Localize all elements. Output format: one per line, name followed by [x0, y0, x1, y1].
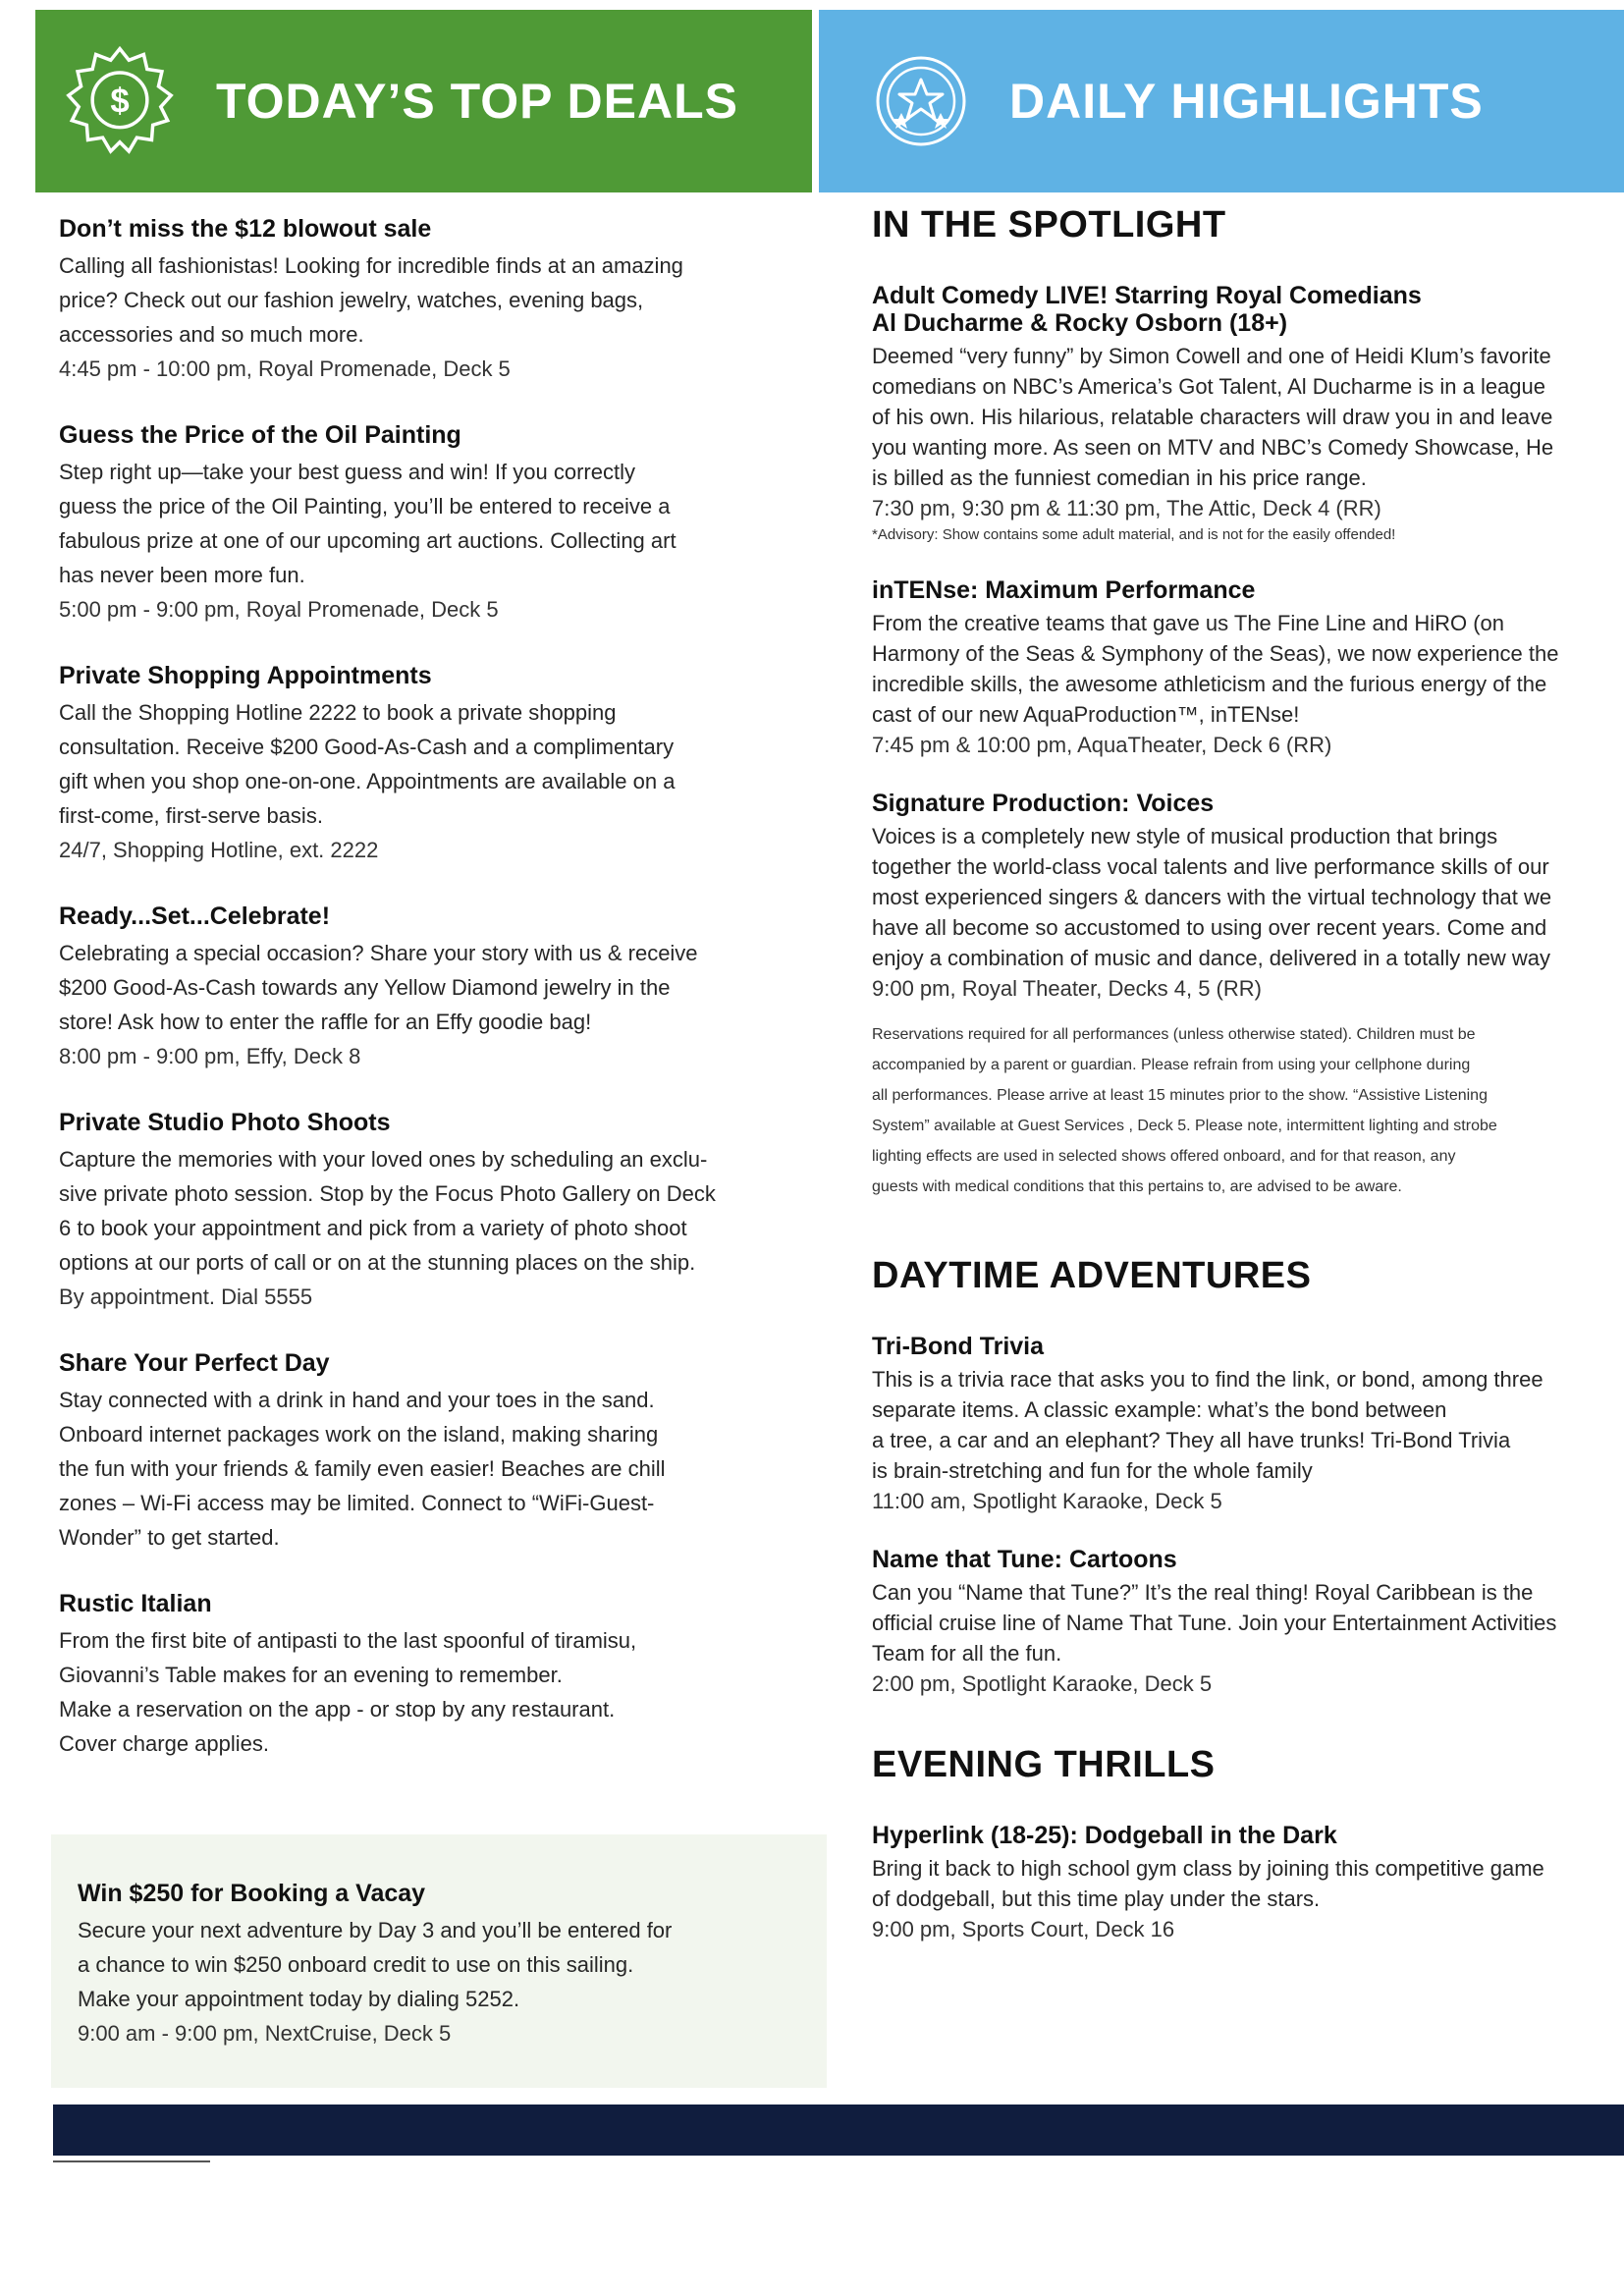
- svg-text:$: $: [110, 82, 130, 121]
- text-line: together the world-class vocal talents and live performance skills of our: [872, 854, 1549, 879]
- text-line: Step right up—take your best guess and win! If you correctly: [59, 460, 635, 484]
- text-line: lighting effects are used in selected shows offered onboard, and for that reason, any: [872, 1148, 1456, 1165]
- deal-time-location: 5:00 pm - 9:00 pm, Royal Promenade, Deck 5: [59, 597, 499, 622]
- star-badge-icon: [872, 52, 970, 150]
- deals-title: TODAY’S TOP DEALS: [216, 74, 738, 129]
- text-line: zones – Wi-Fi access may be limited. Connect to “WiFi-Guest-: [59, 1491, 655, 1515]
- event-item: [872, 790, 1624, 1004]
- deal-title: Private Studio Photo Shoots: [59, 1109, 391, 1136]
- deal-time-location: 4:45 pm - 10:00 pm, Royal Promenade, Deck 5: [59, 356, 511, 381]
- text-line: official cruise line of Name That Tune. Join your Entertainment Activities: [872, 1611, 1557, 1635]
- deal-description: [59, 1383, 785, 1555]
- text-line: Celebrating a special occasion? Share your story with us & receive: [59, 941, 698, 965]
- text-line: of his own. His hilarious, relatable characters will draw you in and leave: [872, 405, 1553, 429]
- text-line: fabulous prize at one of our upcoming art auctions. Collecting art: [59, 528, 677, 553]
- text-line: all performances. Please arrive at least 15 minutes prior to the show. “Assistive Listening: [872, 1087, 1488, 1104]
- event-title: Signature Production: Voices: [872, 790, 1215, 817]
- deal-description: [59, 1623, 785, 1761]
- text-line: Make your appointment today by dialing 5252.: [78, 1987, 520, 2011]
- text-line: Harmony of the Seas & Symphony of the Seas), we now experience the: [872, 641, 1559, 666]
- event-description: [872, 341, 1624, 493]
- text-line: $200 Good-As-Cash towards any Yellow Diamond jewelry in the: [59, 975, 671, 1000]
- footer-bar: [53, 2105, 1624, 2156]
- section-title-daytime: DAYTIME ADVENTURES: [872, 1255, 1312, 1296]
- text-line: enjoy a combination of music and dance, delivered in a totally new way: [872, 946, 1550, 970]
- event-title: Tri-Bond Trivia: [872, 1333, 1045, 1360]
- text-line: comedians on NBC’s America’s Got Talent, Al Ducharme is in a league: [872, 374, 1546, 399]
- text-line: Team for all the fun.: [872, 1641, 1062, 1666]
- deal-description: [59, 695, 785, 833]
- text-line: Wonder” to get started.: [59, 1525, 280, 1550]
- event-time-location: 2:00 pm, Spotlight Karaoke, Deck 5: [872, 1671, 1213, 1696]
- deal-title: Don’t miss the $12 blowout sale: [59, 215, 432, 243]
- text-line: Can you “Name that Tune?” It’s the real thing! Royal Caribbean is the: [872, 1580, 1534, 1605]
- text-line: Call the Shopping Hotline 2222 to book a private shopping: [59, 700, 617, 725]
- deal-item: [59, 213, 785, 386]
- promo-title: Win $250 for Booking a Vacay: [78, 1880, 426, 1907]
- event-time-location: 9:00 pm, Royal Theater, Decks 4, 5 (RR): [872, 976, 1262, 1001]
- text-line: sive private photo session. Stop by the Focus Photo Gallery on Deck: [59, 1181, 716, 1206]
- deal-description: [59, 248, 785, 352]
- deal-item: [59, 1347, 785, 1555]
- promo-time-location: 9:00 am - 9:00 pm, NextCruise, Deck 5: [78, 2021, 452, 2046]
- reservation-notice: [872, 1019, 1624, 1202]
- text-line: options at our ports of call or on at the stunning places on the ship.: [59, 1250, 696, 1275]
- deal-title: Share Your Perfect Day: [59, 1349, 330, 1377]
- text-line: Deemed “very funny” by Simon Cowell and one of Heidi Klum’s favorite: [872, 344, 1551, 368]
- deal-time-location: 8:00 pm - 9:00 pm, Effy, Deck 8: [59, 1044, 361, 1068]
- event-description: [872, 1364, 1624, 1486]
- event-title: Name that Tune: Cartoons: [872, 1546, 1177, 1573]
- text-line: Onboard internet packages work on the island, making sharing: [59, 1422, 659, 1447]
- text-line: Giovanni’s Table makes for an evening to remember.: [59, 1663, 563, 1687]
- event-title: inTENse: Maximum Performance: [872, 576, 1256, 604]
- event-item: [872, 282, 1624, 547]
- footer-rule: [53, 2160, 210, 2162]
- text-line: System” available at Guest Services , Deck 5. Please note, intermittent lighting and strobe: [872, 1118, 1497, 1134]
- deal-title: Private Shopping Appointments: [59, 662, 432, 689]
- deal-item: [59, 1588, 785, 1761]
- event-time-location: 7:30 pm, 9:30 pm & 11:30 pm, The Attic, Deck 4 (RR): [872, 496, 1381, 520]
- highlights-title: DAILY HIGHLIGHTS: [1009, 74, 1484, 129]
- text-line: From the creative teams that gave us The Fine Line and HiRO (on: [872, 611, 1505, 635]
- text-line: most experienced singers & dancers with the virtual technology that we: [872, 885, 1552, 909]
- text-line: a tree, a car and an elephant? They all have trunks! Tri-Bond Trivia: [872, 1428, 1511, 1452]
- text-line: Stay connected with a drink in hand and your toes in the sand.: [59, 1388, 655, 1412]
- deal-description: [59, 936, 785, 1039]
- deals-header: [35, 10, 812, 192]
- section-title-spotlight: IN THE SPOTLIGHT: [872, 204, 1226, 246]
- text-line: of dodgeball, but this time play under the stars.: [872, 1886, 1321, 1911]
- highlights-column: [872, 204, 1624, 1974]
- text-line: consultation. Receive $200 Good-As-Cash and a complimentary: [59, 735, 675, 759]
- text-line: Cover charge applies.: [59, 1731, 270, 1756]
- text-line: guess the price of the Oil Painting, you’ll be entered to receive a: [59, 494, 671, 519]
- text-line: Reservations required for all performances (unless otherwise stated). Children must be: [872, 1026, 1476, 1043]
- deal-item: [59, 419, 785, 627]
- promo-description: [78, 1913, 827, 2016]
- text-line: This is a trivia race that asks you to find the link, or bond, among three: [872, 1367, 1543, 1392]
- event-time-location: 11:00 am, Spotlight Karaoke, Deck 5: [872, 1489, 1222, 1513]
- text-line: you wanting more. As seen on MTV and NBC’s Comedy Showcase, He: [872, 435, 1554, 460]
- text-line: first-come, first-serve basis.: [59, 803, 323, 828]
- event-title: [872, 282, 1624, 337]
- text-line: accessories and so much more.: [59, 322, 364, 347]
- event-item: [872, 1822, 1624, 1944]
- text-line: Bring it back to high school gym class by joining this competitive game: [872, 1856, 1544, 1881]
- dollar-badge-icon: [63, 44, 177, 158]
- text-line: Secure your next adventure by Day 3 and you’ll be entered for: [78, 1918, 673, 1942]
- deal-description: [59, 1142, 785, 1280]
- section-title-evening: EVENING THRILLS: [872, 1744, 1216, 1785]
- deal-description: [59, 455, 785, 592]
- event-description: [872, 821, 1624, 973]
- deal-item: [59, 660, 785, 867]
- event-description: [872, 608, 1624, 730]
- text-line: guests with medical conditions that this pertains to, are advised to be aware.: [872, 1178, 1402, 1195]
- text-line: accompanied by a parent or guardian. Please refrain from using your cellphone during: [872, 1057, 1471, 1073]
- event-item: [872, 1333, 1624, 1516]
- promo-box: [51, 1834, 827, 2088]
- event-description: [872, 1853, 1624, 1914]
- text-line: Calling all fashionistas! Looking for incredible finds at an amazing: [59, 253, 683, 278]
- text-line: gift when you shop one-on-one. Appointments are available on a: [59, 769, 676, 793]
- text-line: Voices is a completely new style of musical production that brings: [872, 824, 1498, 848]
- text-line: the fun with your friends & family even easier! Beaches are chill: [59, 1456, 666, 1481]
- event-time-location: 7:45 pm & 10:00 pm, AquaTheater, Deck 6 (RR): [872, 733, 1332, 757]
- deal-time-location: By appointment. Dial 5555: [59, 1285, 313, 1309]
- text-line: is brain-stretching and fun for the whole family: [872, 1458, 1313, 1483]
- event-item: [872, 576, 1624, 760]
- deal-title: Rustic Italian: [59, 1590, 212, 1617]
- text-line: price? Check out our fashion jewelry, watches, evening bags,: [59, 288, 644, 312]
- deals-column: [59, 213, 785, 1794]
- text-line: From the first bite of antipasti to the last spoonful of tiramisu,: [59, 1628, 637, 1653]
- text-line: has never been more fun.: [59, 563, 305, 587]
- title-line: Al Ducharme & Rocky Osborn (18+): [872, 309, 1288, 337]
- event-description: [872, 1577, 1624, 1668]
- text-line: Capture the memories with your loved ones by scheduling an exclu-: [59, 1147, 708, 1172]
- event-item: [872, 1546, 1624, 1699]
- highlights-header: [819, 10, 1624, 192]
- event-title: Hyperlink (18-25): Dodgeball in the Dark: [872, 1822, 1337, 1849]
- text-line: separate items. A classic example: what’s the bond between: [872, 1397, 1447, 1422]
- text-line: Make a reservation on the app - or stop by any restaurant.: [59, 1697, 616, 1722]
- text-line: is billed as the funniest comedian in his price range.: [872, 465, 1367, 490]
- deal-title: Guess the Price of the Oil Painting: [59, 421, 461, 449]
- text-line: incredible skills, the awesome athleticism and the furious energy of the: [872, 672, 1547, 696]
- event-time-location: 9:00 pm, Sports Court, Deck 16: [872, 1917, 1175, 1941]
- text-line: 6 to book your appointment and pick from a variety of photo shoot: [59, 1216, 687, 1240]
- text-line: store! Ask how to enter the raffle for an Effy goodie bag!: [59, 1010, 592, 1034]
- deal-item: [59, 1107, 785, 1314]
- deal-time-location: 24/7, Shopping Hotline, ext. 2222: [59, 838, 379, 862]
- text-line: have all become so accustomed to using over recent years. Come and: [872, 915, 1547, 940]
- advisory-note: *Advisory: Show contains some adult material, and is not for the easily offended!: [872, 526, 1396, 543]
- text-line: cast of our new AquaProduction™, inTENse!: [872, 702, 1300, 727]
- deal-title: Ready...Set...Celebrate!: [59, 902, 331, 930]
- title-line: Adult Comedy LIVE! Starring Royal Comedians: [872, 282, 1422, 309]
- deal-item: [59, 901, 785, 1073]
- text-line: a chance to win $250 onboard credit to use on this sailing.: [78, 1952, 634, 1977]
